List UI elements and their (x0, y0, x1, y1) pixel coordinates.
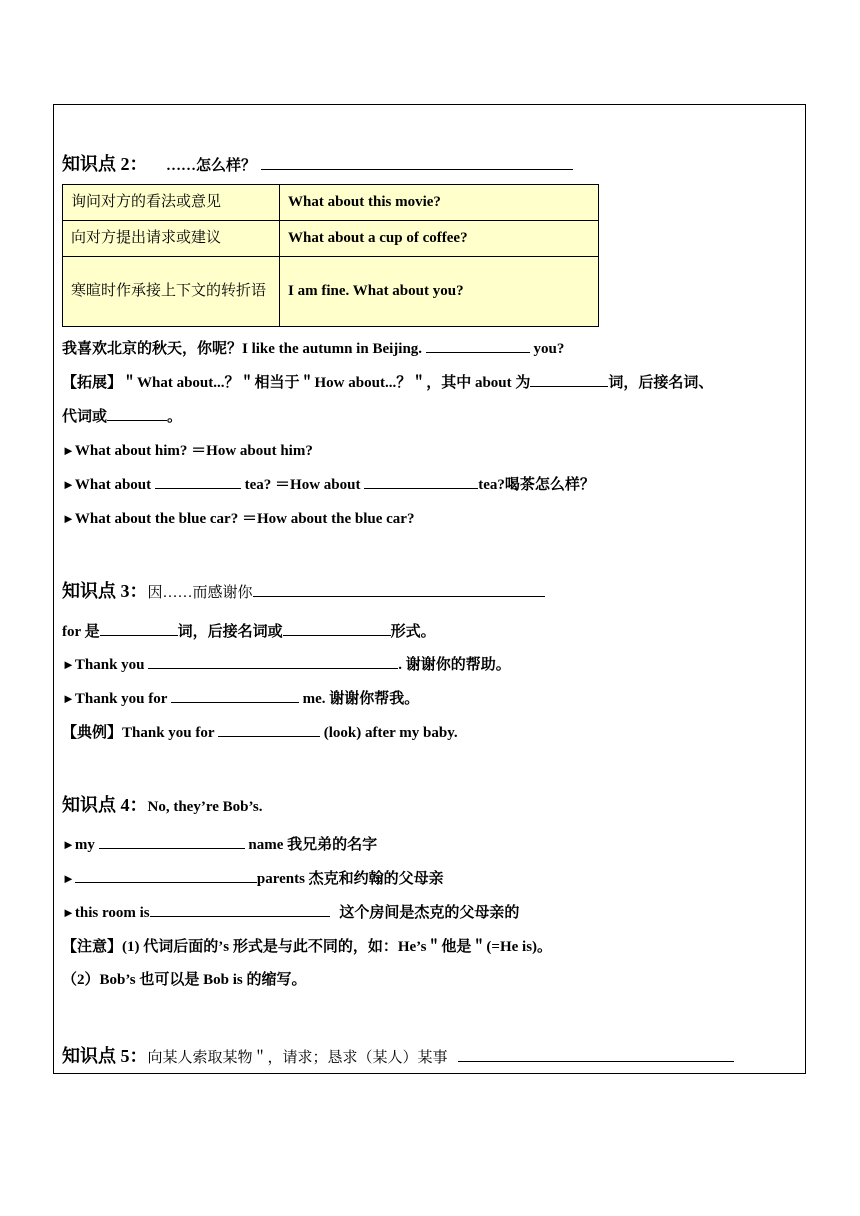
kp4-title: No, they’re Bob’s. (147, 799, 263, 815)
kp4-example-1-blank[interactable] (99, 834, 245, 849)
triangle-bullet-icon: ► (62, 871, 75, 886)
table-cell-meaning: 询问对方的看法或意见 (63, 185, 280, 221)
kp3-example-1-text-2: . 谢谢你的帮助。 (398, 657, 511, 673)
triangle-bullet-icon: ► (62, 443, 75, 458)
table-cell-example: What about a cup of coffee? (280, 221, 599, 257)
kp2-example-1-text: What about him? ＝How about him? (74, 443, 313, 459)
triangle-bullet-icon: ► (62, 657, 75, 672)
kp4-heading (62, 791, 263, 817)
kp3-example-2 (62, 687, 419, 708)
kp3-for-blank-1[interactable] (100, 621, 178, 636)
kp2-expand (62, 371, 713, 392)
kp4-example-2-blank[interactable] (75, 868, 257, 883)
kp3-example-2-blank[interactable] (171, 688, 299, 703)
table-cell-meaning: 向对方提出请求或建议 (63, 221, 280, 257)
kp2-title: ……怎么样？ (166, 158, 257, 174)
kp2-example-3-text: What about the blue car? ＝How about the blue car? (74, 511, 415, 527)
kp3-example-1-blank[interactable] (148, 654, 398, 669)
kp3-example-2-text: Thank you for (74, 691, 168, 707)
table-cell-example: I am fine. What about you? (280, 257, 599, 327)
kp4-note-1: 【注意】(1) 代词后面的’s 形式是与此不同的，如：He’s＂他是＂(=He is)。 (62, 939, 553, 955)
kp2-example-2-text: What about (74, 477, 152, 493)
kp2-label: 知识点 2： (62, 154, 148, 174)
kp2-sentence-end: you? (533, 341, 565, 357)
kp4-example-1-text-2: name 我兄弟的名字 (248, 837, 378, 853)
kp4-example-3-text: this room is (74, 905, 150, 921)
kp4-example-3-blank[interactable] (150, 902, 330, 917)
kp2-sentence-blank[interactable] (426, 338, 530, 353)
kp3-for-blank-2[interactable] (283, 621, 391, 636)
table-row (63, 257, 599, 327)
kp2-sentence (62, 337, 564, 358)
kp3-example-1-text: Thank you (74, 657, 145, 673)
kp2-expand-text-2: 词，后接名词、 (608, 375, 714, 391)
kp3-title-blank[interactable] (253, 582, 545, 597)
kp3-typical-example (62, 721, 458, 742)
kp3-typical-example-text: 【典例】Thank you for (62, 725, 215, 741)
kp3-heading (62, 577, 545, 603)
kp2-heading (62, 150, 573, 176)
kp4-example-3-text-2: 这个房间是杰克的父母亲的 (339, 905, 520, 921)
kp2-example-2-blank-1[interactable] (155, 474, 241, 489)
kp2-example-2-text-2: tea? ＝How about (244, 477, 361, 493)
kp2-expand-end: 。 (167, 409, 183, 425)
kp5-label: 知识点 5： (62, 1046, 148, 1066)
triangle-bullet-icon: ► (62, 511, 75, 526)
triangle-bullet-icon: ► (62, 477, 75, 492)
kp4-example-2 (62, 867, 444, 888)
kp2-expand-text: 【拓展】＂What about...？＂相当于＂How about...？＂，其中 about 为 (62, 375, 531, 391)
kp4-example-3 (62, 901, 519, 922)
kp3-for-text: for 是 (62, 624, 100, 640)
kp2-example-3 (62, 507, 414, 528)
kp4-example-1 (62, 833, 377, 854)
table-cell-example: What about this movie? (280, 185, 599, 221)
table-cell-meaning: 寒暄时作承接上下文的转折语 (63, 257, 280, 327)
kp3-typical-example-text-2: (look) after my baby. (323, 725, 458, 741)
triangle-bullet-icon: ► (62, 837, 75, 852)
kp4-label: 知识点 4： (62, 795, 148, 815)
table-row (63, 185, 599, 221)
kp3-example-1 (62, 653, 511, 674)
kp3-typical-example-blank[interactable] (218, 722, 320, 737)
kp2-form-blank[interactable] (107, 406, 167, 421)
kp3-label: 知识点 3： (62, 581, 148, 601)
kp3-for-text-3: 形式。 (390, 624, 436, 640)
kp5-heading (62, 1042, 734, 1068)
kp3-for (62, 620, 436, 641)
triangle-bullet-icon: ► (62, 905, 75, 920)
kp2-expand-text-3: 代词或 (62, 409, 108, 425)
kp5-title: 向某人索取某物＂，请求；恳求（某人）某事 (147, 1050, 448, 1066)
kp3-title: 因……而感谢你 (147, 585, 253, 601)
kp2-example-2-blank-2[interactable] (364, 474, 478, 489)
usage-table (62, 184, 599, 327)
kp3-for-text-2: 词，后接名词或 (177, 624, 283, 640)
kp2-title-blank[interactable] (261, 155, 573, 170)
kp2-word-class-blank[interactable] (530, 372, 608, 387)
kp4-note-2: （2）Bob’s 也可以是 Bob is 的缩写。 (62, 972, 307, 988)
kp5-title-blank[interactable] (458, 1047, 734, 1062)
kp2-example-2-text-3: tea?喝茶怎么样？ (478, 477, 595, 493)
triangle-bullet-icon: ► (62, 691, 75, 706)
kp2-sentence-text: 我喜欢北京的秋天，你呢？I like the autumn in Beijing. (62, 341, 423, 357)
kp4-example-2-text: parents 杰克和约翰的父母亲 (256, 871, 444, 887)
kp2-example-2 (62, 473, 595, 494)
kp2-example-1 (62, 439, 313, 460)
table-row (63, 221, 599, 257)
kp2-expand-cont (62, 405, 182, 426)
kp4-example-1-text: my (74, 837, 95, 853)
kp3-example-2-text-2: me. 谢谢你帮我。 (302, 691, 420, 707)
